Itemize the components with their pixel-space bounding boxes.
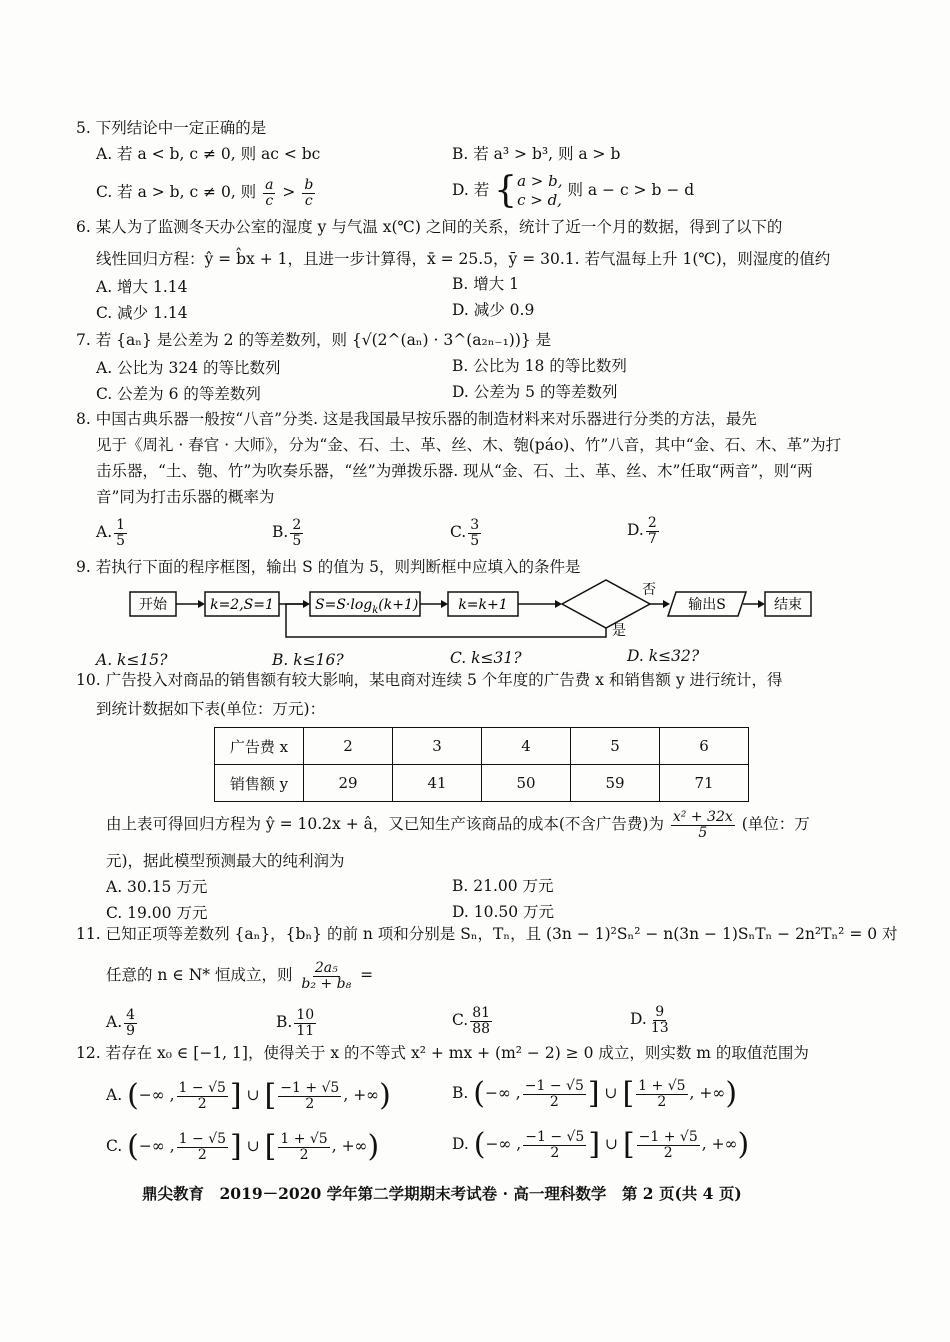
fraction-denominator: c: [304, 192, 313, 209]
arrow-head: [758, 600, 765, 608]
arrow-head: [303, 600, 310, 608]
q7-stem: 7. 若 {aₙ} 是公差为 2 的等差数列，则 {√(2^(aₙ) · 3^(a₂ₙ₋₁))} 是: [76, 331, 552, 349]
q9-option-a: A. k≤15?: [96, 651, 168, 669]
q11-line-2: [106, 953, 373, 997]
option-label: A.: [106, 1013, 123, 1031]
close-paren: ): [725, 1076, 738, 1111]
arrow-head: [198, 600, 205, 608]
q8-line-4: 音”同为打击乐器的概率为: [96, 488, 275, 506]
q10-cost-fraction: [671, 810, 735, 841]
flow-output-text: 输出S: [688, 597, 726, 613]
close-paren: ): [379, 1078, 391, 1113]
q7-option-a: A. 公比为 324 的等比数列: [96, 359, 281, 377]
fraction-numerator: 9: [655, 1003, 665, 1020]
q11-d-fraction: [649, 1005, 671, 1036]
flow-end-box: [765, 592, 811, 616]
fraction-numerator: −1 + √5: [280, 1079, 340, 1096]
fraction-numerator: 1 + √5: [638, 1077, 686, 1094]
q12-option-d: [452, 1122, 749, 1166]
q8-line-2: 见于《周礼 · 春官 · 大师》，分为“金、石、土、革、丝、木、匏(páo)、竹”八音，其中“金、石、木、革”为打: [96, 436, 842, 454]
negative-infinity: −∞ ,: [138, 1086, 175, 1104]
flow-increment-box: [448, 592, 518, 616]
table-cell: 3: [393, 728, 482, 765]
option-label: C.: [106, 1137, 123, 1155]
q6-option-c: C. 减少 1.14: [96, 304, 188, 322]
table-cell: 5: [571, 728, 660, 765]
q10-option-d: D. 10.50 万元: [452, 903, 555, 921]
fraction-numerator: −1 + √5: [638, 1128, 698, 1145]
q10-line-3-tail: (单位：万: [741, 815, 810, 833]
q7-option-c: C. 公差为 6 的等差数列: [96, 385, 261, 403]
union-sign: ∪: [246, 1137, 260, 1155]
q5-stem: 5. 下列结论中一定正确的是: [76, 119, 267, 137]
option-label: D.: [627, 521, 644, 539]
fraction-denominator: 9: [126, 1022, 136, 1039]
q10-data-table: [214, 727, 749, 802]
q6-option-a: A. 增大 1.14: [96, 278, 188, 296]
positive-infinity: , +∞: [701, 1135, 738, 1153]
open-bracket: [: [264, 1129, 277, 1164]
q7-option-d: D. 公差为 5 的等差数列: [452, 383, 618, 401]
fraction-numerator: 2: [647, 514, 657, 531]
negative-infinity: −∞ ,: [484, 1084, 521, 1102]
q11-line-2-text: 任意的 n ∈ N* 恒成立，则: [106, 966, 293, 984]
flow-start-text: 开始: [139, 597, 167, 613]
fraction-denominator: 2: [657, 1093, 667, 1110]
table-cell: 6: [660, 728, 749, 765]
q11-line-1: 11. 已知正项等差数列 {aₙ}，{bₙ} 的前 n 项和分别是 Sₙ，Tₙ，且 (3n − 1)²Sₙ² − n(3n − 1)SₙTₙ − 2n²Tₙ² = 0 对: [76, 925, 898, 943]
open-paren: (: [473, 1076, 485, 1111]
fraction-denominator: 5: [116, 532, 126, 549]
q11-c-fraction: [470, 1006, 492, 1037]
q8-line-3: 击乐器，“土、匏、竹”为吹奏乐器，“丝”为弹拨乐器. 现从“金、石、土、革、丝、木”任取“两音”，则“两: [96, 462, 813, 480]
fraction-denominator: 5: [698, 824, 708, 841]
interval-bound: [523, 1079, 586, 1110]
option-label: B.: [276, 1013, 293, 1031]
fraction-denominator: 2: [305, 1095, 315, 1112]
q10-line-4: 元)，据此模型预测最大的纯利润为: [106, 852, 345, 870]
q12-option-c: [106, 1124, 379, 1168]
table-cell: 59: [571, 765, 660, 802]
positive-infinity: , +∞: [689, 1084, 726, 1102]
option-label: A.: [106, 1086, 123, 1104]
fraction-numerator: −1 − √5: [525, 1128, 585, 1145]
close-bracket: ]: [587, 1076, 600, 1111]
q5-option-b: B. 若 a³ > b³, 则 a > b: [452, 145, 621, 163]
fraction-denominator: c: [265, 192, 274, 209]
table-cell: 4: [482, 728, 571, 765]
negative-infinity: −∞ ,: [138, 1137, 175, 1155]
flow-start-box: [130, 592, 176, 616]
interval-bound: [523, 1130, 586, 1161]
open-paren: (: [127, 1078, 139, 1113]
union-sign: ∪: [604, 1084, 618, 1102]
q11-option-b: [276, 1002, 318, 1042]
q9-stem: 9. 若执行下面的程序框图，输出 S 的值为 5，则判断框中应填入的条件是: [76, 558, 581, 576]
q11-option-c: [452, 1000, 494, 1040]
q5-d-prefix: D. 若: [452, 181, 490, 199]
flow-init-text: k=2,S=1: [210, 597, 274, 613]
q9-flowchart: [0, 0, 950, 660]
flow-label-yes: 是: [612, 623, 626, 639]
fraction-denominator: 2: [550, 1144, 560, 1161]
q6-option-d: D. 减少 0.9: [452, 301, 535, 319]
interval-bound: [278, 1081, 341, 1112]
q5-c-greater-sign: >: [282, 183, 296, 201]
option-label: A.: [96, 523, 113, 541]
interval-bound: [177, 1081, 228, 1112]
q9-option-b: B. k≤16?: [272, 651, 344, 669]
fraction-denominator: 13: [650, 1019, 669, 1036]
fraction-numerator: 10: [296, 1006, 315, 1023]
positive-infinity: , +∞: [343, 1086, 380, 1104]
interval-bound: [278, 1132, 329, 1163]
fraction-numerator: 1 − √5: [178, 1130, 227, 1147]
q11-equals: =: [360, 966, 374, 984]
q11-ratio-fraction: [299, 961, 353, 992]
flow-increment-text: k=k+1: [458, 597, 508, 613]
q10-line-1: 10. 广告投入对商品的销售额有较大影响，某电商对连续 5 个年度的广告费 x 和销售额 y 进行统计，得: [76, 671, 783, 689]
option-label: D.: [630, 1010, 647, 1028]
flow-label-no: 否: [642, 582, 656, 598]
q12-option-b: [452, 1071, 737, 1115]
table-cell: 2: [304, 728, 393, 765]
flow-decision-diamond: [562, 580, 650, 628]
option-label: B.: [452, 1084, 469, 1102]
table-row: [215, 765, 749, 802]
interval-bound: [177, 1132, 228, 1163]
interval-bound: [636, 1079, 687, 1110]
q10-option-a: A. 30.15 万元: [106, 878, 208, 896]
q11-option-a: [106, 1002, 139, 1042]
fraction-denominator: 88: [472, 1020, 491, 1037]
q10-line-3: [106, 804, 810, 844]
q6-option-b: B. 增大 1: [452, 275, 520, 293]
negative-infinity: −∞ ,: [485, 1135, 522, 1153]
q8-line-1: 8. 中国古典乐器一般按“八音”分类. 这是我国最早按乐器的制造材料来对乐器进行分类的方法，最先: [76, 410, 757, 428]
calc-subscript: k: [372, 605, 379, 616]
calc-main: S=S·log: [315, 597, 373, 613]
flow-end-text: 结束: [774, 597, 802, 613]
q6-line-1: 6. 某人为了监测冬天办公室的湿度 y 与气温 x(℃) 之间的关系，统计了近一个月的数据，得到了以下的: [76, 218, 783, 236]
fraction-denominator: 2: [197, 1095, 207, 1112]
open-paren: (: [473, 1127, 486, 1162]
flow-calc-text: [315, 597, 418, 616]
fraction-denominator: 2: [663, 1144, 673, 1161]
q7-option-b: B. 公比为 18 的等比数列: [452, 357, 627, 375]
fraction-numerator: 2a₅: [314, 959, 338, 976]
fraction-denominator: b₂ + b₈: [301, 975, 352, 992]
table-header-cell: 销售额 y: [215, 765, 304, 802]
open-bracket: [: [622, 1076, 635, 1111]
option-label: C.: [450, 523, 467, 541]
fraction-numerator: x² + 32x: [672, 808, 733, 825]
fraction-denominator: 5: [470, 532, 480, 549]
fraction-numerator: 1 + √5: [280, 1130, 328, 1147]
table-cell: 71: [660, 765, 749, 802]
positive-infinity: , +∞: [331, 1137, 368, 1155]
q12-stem: 12. 若存在 x₀ ∈ [−1, 1]，使得关于 x 的不等式 x² + mx + (m² − 2) ≥ 0 成立，则实数 m 的取值范围为: [76, 1044, 809, 1062]
flow-init-box: [205, 592, 279, 616]
flow-calc-box: [310, 592, 420, 616]
option-label: C.: [452, 1011, 469, 1029]
q6-line-2: 线性回归方程：ŷ = b̂x + 1，且进一步计算得，x̄ = 25.5，ȳ = 30.1. 若气温每上升 1(℃)，则湿度的值约: [96, 250, 831, 268]
q5-d-suffix: 则 a − c > b − d: [567, 181, 695, 199]
q11-option-d: [630, 999, 673, 1039]
arrow-head: [441, 600, 448, 608]
open-bracket: [: [264, 1078, 277, 1113]
q11-b-fraction: [294, 1008, 316, 1039]
fraction-numerator: 3: [470, 516, 480, 533]
open-paren: (: [127, 1129, 139, 1164]
option-label: D.: [452, 1135, 469, 1153]
page-footer: 鼎尖教育 2019－2020 学年第二学期期末考试卷 · 高一理科数学 第 2 页(共 4 页): [142, 1184, 742, 1203]
arrow-head: [663, 600, 670, 608]
fraction-denominator: 11: [296, 1022, 315, 1039]
q5-option-a: A. 若 a < b, c ≠ 0, 则 ac < bc: [96, 145, 321, 163]
fraction-denominator: 2: [299, 1146, 309, 1163]
table-header-cell: 广告费 x: [215, 728, 304, 765]
table-cell: 41: [393, 765, 482, 802]
union-sign: ∪: [605, 1135, 618, 1153]
q12-option-a: [106, 1073, 391, 1117]
option-label: B.: [272, 523, 289, 541]
open-bracket: [: [622, 1127, 635, 1162]
q9-option-c: C. k≤31?: [450, 649, 522, 667]
condition-line: c > d,: [517, 191, 562, 209]
fraction-numerator: a: [265, 176, 274, 193]
q10-line-3-text: 由上表可得回归方程为 ŷ = 10.2x + â，又已知生产该商品的成本(不含广告费)为: [106, 815, 664, 833]
fraction-numerator: b: [304, 176, 314, 193]
q5-c-prefix: C. 若 a > b, c ≠ 0, 则: [96, 183, 257, 201]
fraction-denominator: 2: [549, 1093, 559, 1110]
fraction-numerator: 81: [472, 1004, 491, 1021]
interval-bound: [637, 1130, 700, 1161]
close-bracket: ]: [230, 1129, 242, 1164]
fraction-numerator: 4: [126, 1006, 136, 1023]
fraction-numerator: −1 − √5: [524, 1077, 584, 1094]
table-cell: 29: [304, 765, 393, 802]
brace-glyph: {: [494, 170, 518, 211]
close-bracket: ]: [588, 1127, 601, 1162]
table-cell: 50: [482, 765, 571, 802]
table-row: [215, 728, 749, 765]
fraction-numerator: 1 − √5: [178, 1079, 226, 1096]
q10-option-c: C. 19.00 万元: [106, 904, 208, 922]
q9-option-d: D. k≤32?: [627, 647, 700, 665]
q10-option-b: B. 21.00 万元: [452, 877, 554, 895]
fraction-denominator: 5: [292, 532, 302, 549]
union-sign: ∪: [246, 1086, 260, 1104]
close-paren: ): [367, 1129, 380, 1164]
fraction-denominator: 2: [197, 1146, 207, 1163]
q11-a-fraction: [124, 1008, 137, 1039]
fraction-numerator: 1: [116, 516, 126, 533]
fraction-numerator: 2: [292, 516, 302, 533]
close-paren: ): [737, 1127, 750, 1162]
calc-tail: (k+1): [378, 597, 419, 613]
q10-line-2: 到统计数据如下表(单位：万元)：: [96, 700, 326, 718]
condition-line: a > b,: [517, 172, 563, 190]
close-bracket: ]: [229, 1078, 242, 1113]
fraction-denominator: 7: [647, 530, 657, 547]
